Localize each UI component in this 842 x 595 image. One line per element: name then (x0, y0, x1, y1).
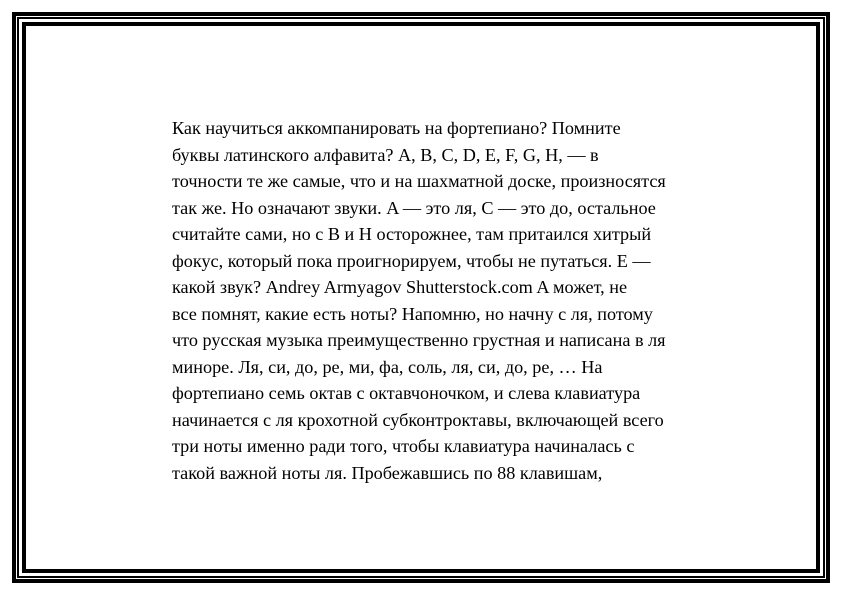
text-line: Как научиться аккомпанировать на фортепиано? Помните (172, 118, 621, 138)
text-line: все помнят, какие есть ноты? Напомню, но начну с ля, потому (172, 303, 653, 324)
text-line: буквы латинского алфавита? A, B, C, D, E, F, G, H, — в (172, 144, 599, 165)
text-line: считайте сами, но с B и H осторожнее, там притаился хитрый (172, 224, 652, 244)
text-line: какой звук? Andrey Armyagov Shutterstock.com A может, не (172, 277, 628, 297)
text-line: фортепиано семь октав с октавчоночком, и слева клавиатура (172, 383, 641, 403)
text-line: начинается с ля крохотной субконтроктавы, включающей всего (172, 409, 664, 430)
text-line: что русская музыка преимущественно грустная и написана в ля (172, 330, 666, 350)
slide-body-text (172, 115, 732, 486)
text-line: так же. Но означают звуки. A — это ля, C — это до, остальное (172, 197, 656, 218)
text-line: точности те же самые, что и на шахматной доске, произносятся (172, 171, 666, 191)
text-line: фокус, который пока проигнорируем, чтобы не путаться. E — (172, 250, 651, 271)
text-line: такой важной ноты ля. Пробежавшись по 88 клавишам, (172, 462, 603, 483)
text-line: три ноты именно ради того, чтобы клавиатура начиналась с (172, 436, 635, 456)
text-line: миноре. Ля, си, до, ре, ми, фа, соль, ля, си, до, ре, … На (172, 356, 603, 377)
